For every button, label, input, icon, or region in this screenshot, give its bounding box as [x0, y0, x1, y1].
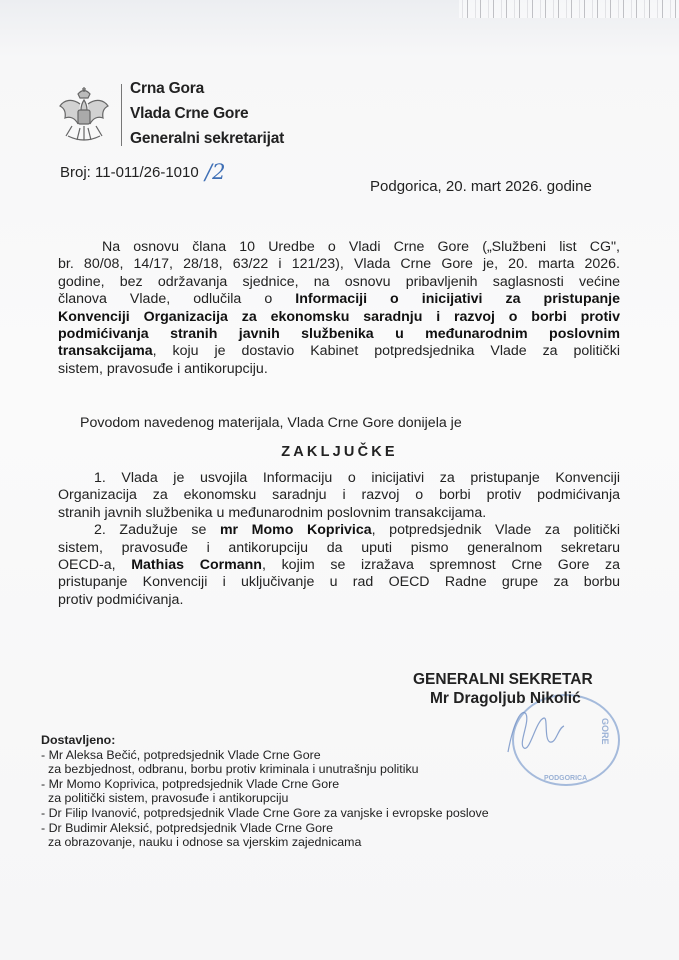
distribution-item-detail: za obrazovanje, nauku i odnose sa vjerskim zajednicama: [48, 835, 362, 850]
conclusion-text: OECD-a,: [58, 557, 132, 574]
conclusion-2-line: sistem, pravosuđe i antikorupciju da uputi pismo generalnom sekretaru: [58, 539, 620, 556]
conclusion-1-line: Organizacija za ekonomsku saradnju i razvoj o borbi protiv podmićivanja: [58, 487, 620, 504]
preamble-bold-text: transakcijama: [58, 343, 153, 360]
conclusions-title: ZAKLJUČKE: [281, 444, 398, 460]
distribution-item: - Dr Filip Ivanović, potpredsjednik Vlade Crne Gore za vanjske i evropske poslove: [41, 805, 489, 820]
conclusion-1-line: 1. Vlada je usvojila Informaciju o inicijativi za pristupanje Konvenciji: [94, 470, 620, 486]
letterhead-country: Crna Gora: [130, 80, 204, 97]
distribution-item: - Dr Budimir Aleksić, potpredsjednik Vlade Crne Gore: [41, 820, 333, 835]
conclusion-2-line: [58, 522, 620, 539]
place-and-date: Podgorica, 20. mart 2026. godine: [370, 178, 592, 195]
preamble-line: [58, 291, 620, 308]
stamp-text-right: GORE: [600, 718, 610, 745]
preamble-line: [58, 326, 620, 343]
signatory-name: Mr Dragoljub Nikolić: [430, 690, 581, 707]
scan-artifact: [459, 0, 679, 18]
conclusion-1-line: stranih javnih službenika u međunarodnim poslovnim transakcijama.: [58, 504, 487, 521]
letterhead-government: Vlada Crne Gore: [130, 105, 249, 122]
preamble-bold-text: podmićivanja stranih javnih službenika u međunarodnim poslovnim: [58, 326, 620, 343]
conclusion-2-line: pristupanje Konvenciji i uključivanje u rad OECD Radne grupe za borbu: [58, 574, 620, 591]
preamble-line: [58, 309, 620, 326]
distribution-item-detail: za bezbjednost, odbranu, borbu protiv kriminala i unutrašnju politiku: [48, 762, 419, 777]
conclusion-2-line: protiv podmićivanja.: [58, 591, 184, 608]
preamble-text: , koju je dostavio Kabinet potpredsjednika Vlade za politički: [152, 343, 620, 360]
distribution-item-detail: za politički sistem, pravosuđe i antikorupciju: [48, 791, 289, 806]
letterhead-office: Generalni sekretarijat: [130, 130, 285, 147]
handwritten-signature-icon: [500, 700, 580, 760]
preamble-paragraph: [58, 239, 620, 378]
preamble-line: br. 80/08, 14/17, 28/18, 63/22 i 121/23), Vlada Crne Gore je, 20. marta 2026.: [58, 256, 620, 273]
distribution-list: [41, 733, 489, 850]
conclusion-bold-name: Mathias Cormann: [131, 557, 262, 574]
distribution-heading: Dostavljeno:: [41, 733, 116, 747]
distribution-item: - Mr Aleksa Bečić, potpredsjednik Vlade Crne Gore: [41, 747, 321, 762]
preamble-text: članova Vlade, odlučila o: [58, 291, 296, 308]
preamble-line: sistem, pravosuđe i antikorupciju.: [58, 360, 268, 377]
preamble-line: godine, bez održavanja sjednice, na osnovu pribavljenih saglasnosti većine: [58, 273, 620, 290]
preamble-line: Na osnovu člana 10 Uredbe o Vladi Crne Gore („Službeni list CG",: [102, 239, 620, 255]
handwritten-suffix: /2: [205, 160, 226, 184]
reference-number: Broj: 11-011/26-1010: [60, 164, 199, 181]
montenegro-coat-of-arms-icon: [58, 86, 110, 144]
conclusion-text: , potpredsjednik Vlade za politički: [371, 522, 620, 539]
preamble-line: [58, 343, 620, 360]
preamble-closing-text: Povodom navedenog materijala, Vlada Crne Gore donijela je: [80, 415, 462, 431]
preamble-bold-text: Konvenciji Organizacija za ekonomsku saradnju i razvoj o borbi protiv: [58, 308, 620, 325]
signatory-title: GENERALNI SEKRETAR: [413, 671, 593, 688]
conclusion-text: , kojim se izražava spremnost Crne Gore za: [261, 557, 620, 574]
conclusion-bold-name: mr Momo Koprivica: [219, 522, 372, 539]
letterhead-divider: [121, 84, 122, 146]
conclusions-list: [58, 470, 620, 609]
distribution-item: - Mr Momo Koprivica, potpredsjednik Vlade Crne Gore: [41, 776, 340, 791]
stamp-text-bottom: PODGORICA: [544, 775, 588, 782]
conclusion-2-line: [58, 557, 620, 574]
preamble-closing: [58, 415, 620, 432]
preamble-bold-text: Informaciji o inicijativi za pristupanje: [295, 291, 620, 308]
conclusion-text: 2. Zadužuje se: [94, 522, 220, 539]
